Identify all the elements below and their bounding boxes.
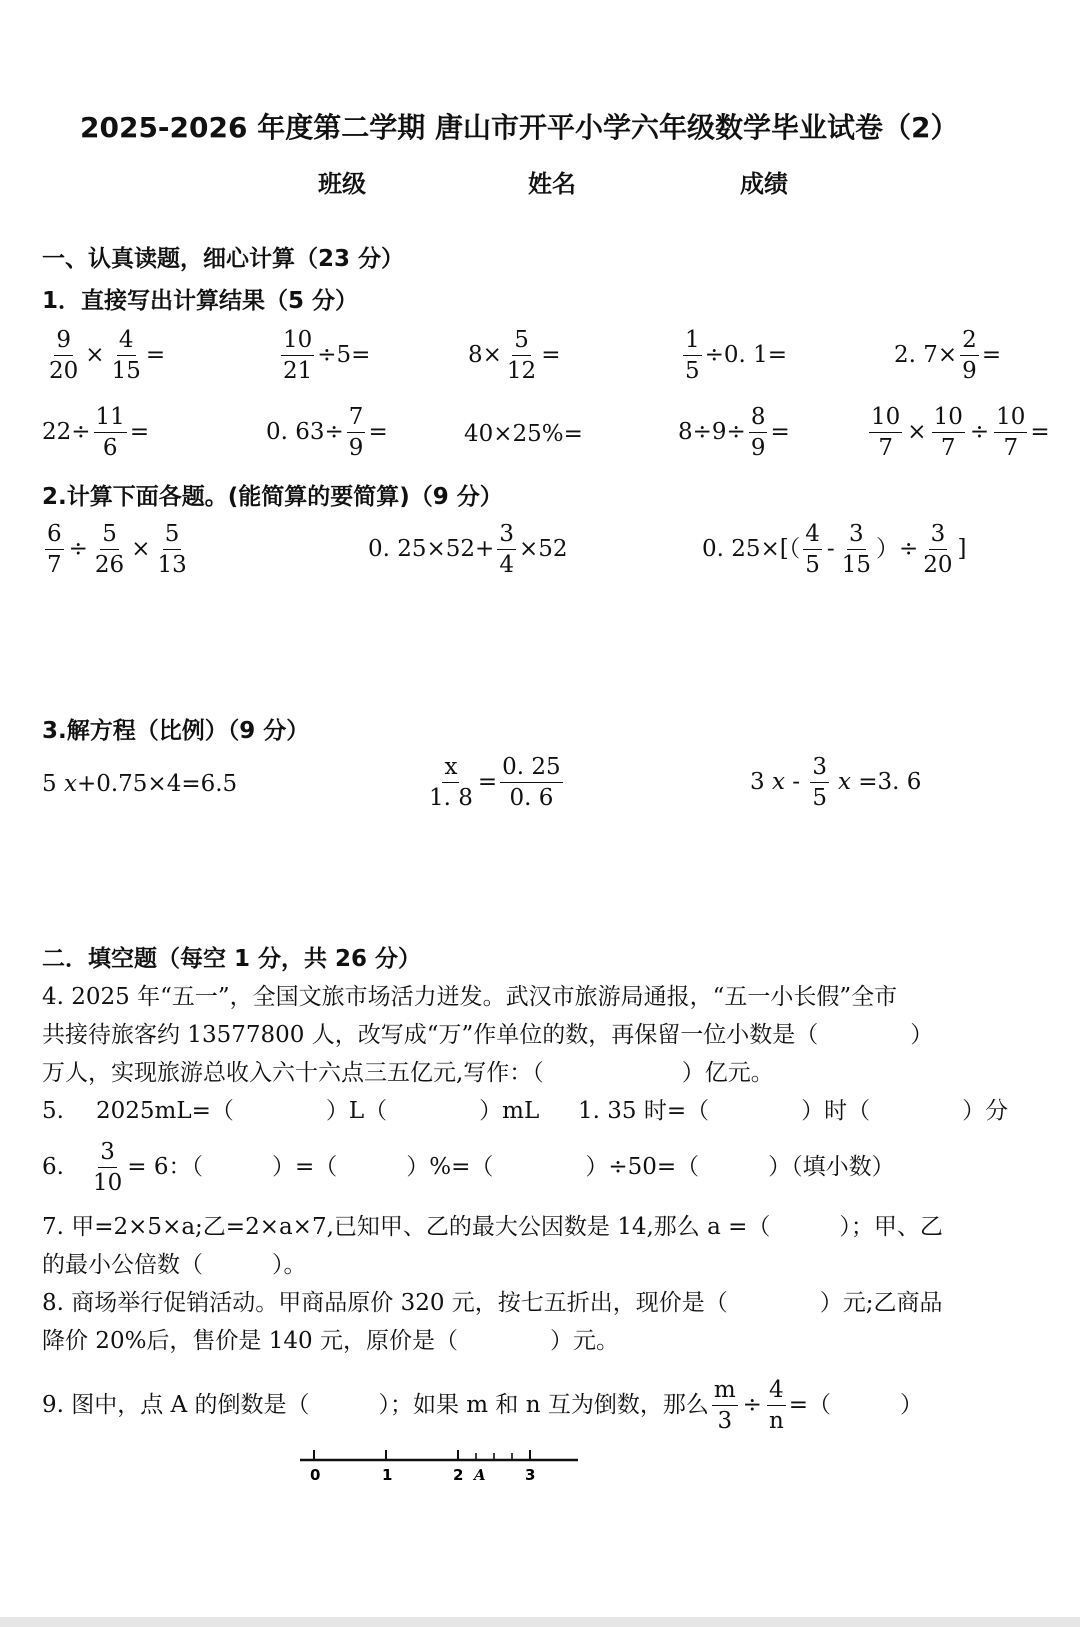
q2-heading: 2.计算下面各题。(能简算的要简算)（9 分） (42, 484, 503, 510)
q3-item-c: 3 x - $\frac{3}{5}$ x =3. 6 (750, 754, 922, 811)
q1-item-d: $\frac{1}{5}$ ÷0. 1= (685, 327, 788, 384)
q5-part-b: 1. 35 时=（ ）时（ ）分 (578, 1098, 1009, 1124)
bottom-strip (0, 1617, 1080, 1627)
label-2: 2 (453, 1466, 464, 1484)
fraction: $\frac{4}{15}$ (111, 327, 141, 384)
fraction: $\frac{5}{26}$ (94, 521, 125, 578)
q1-item-e: 2. 7× $\frac{2}{9}$ = (894, 327, 1002, 384)
class-field-label: 班级 (318, 170, 366, 198)
q3-heading: 3.解方程（比例）（9 分） (42, 718, 310, 744)
q7-line-1: 7. 甲=2×5×a;乙=2×a×7,已知甲、乙的最大公因数是 14,那么 a =（ ）；甲、乙 (42, 1214, 943, 1240)
q1-item-f: 22÷ $\frac{11}{6}$ = (42, 404, 150, 461)
fraction: $\frac{x}{1. 8}$ (429, 754, 473, 811)
q8-line-2: 降价 20%后，售价是 140 元，原价是（ ）元。 (42, 1328, 619, 1354)
fraction: $\frac{8}{9}$ (750, 404, 766, 461)
fraction: $\frac{10}{7}$ (871, 404, 901, 461)
q1-heading: 1．直接写出计算结果（5 分） (42, 288, 359, 314)
section2-heading: 二．填空题（每空 1 分，共 26 分） (42, 946, 422, 972)
fraction: $\frac{3}{4}$ (499, 521, 514, 578)
q5-part-a: 2025mL=（ ）L（ ）mL (96, 1098, 540, 1124)
q1-item-h: 40×25%= (464, 421, 583, 447)
fraction: $\frac{7}{9}$ (348, 404, 364, 461)
q2-item-c: 0. 25×[（ $\frac{4}{5}$ - $\frac{3}{15}$ ）÷ $\frac{3}{20}$ ] (702, 521, 967, 578)
q1-item-a: $\frac{9}{20}$ × $\frac{4}{15}$ = (49, 327, 166, 384)
fraction: $\frac{10}{7}$ (996, 404, 1026, 461)
section1-heading: 一、认真读题，细心计算（23 分） (42, 246, 405, 272)
q2-item-a: $\frac{6}{7}$ ÷ $\frac{5}{26}$ × $\frac{5}{13}$ (47, 521, 187, 578)
fraction: $\frac{6}{7}$ (47, 521, 62, 578)
q3-item-a: 5 x +0.75×4=6.5 (42, 771, 238, 797)
q6: 6. $\frac{3}{10}$ = 6：（ ）=（ ）%=（ ）÷50=（ ）（填小数） (42, 1139, 895, 1196)
fraction: $\frac{2}{9}$ (962, 327, 977, 384)
q1-item-g: 0. 63÷ $\frac{7}{9}$ = (266, 404, 388, 461)
q5-number: 5. (42, 1098, 64, 1124)
fraction: $\frac{4}{n}$ (768, 1377, 784, 1434)
q4-line-2: 共接待旅客约 13577800 人，改写成“万”作单位的数，再保留一位小数是（ ） (42, 1022, 934, 1048)
fraction: $\frac{10}{21}$ (283, 327, 313, 384)
fraction: $\frac{0. 25}{0. 6}$ (502, 754, 561, 811)
label-1: 1 (382, 1466, 393, 1484)
q1-item-b: $\frac{10}{21}$ ÷5= (283, 327, 371, 384)
fraction: $\frac{10}{7}$ (933, 404, 963, 461)
q1-item-c: 8× $\frac{5}{12}$ = (468, 327, 561, 384)
fraction: $\frac{4}{5}$ (805, 521, 820, 578)
q1-item-i: 8÷9÷ $\frac{8}{9}$ = (678, 404, 790, 461)
q8-line-1: 8. 商场举行促销活动。甲商品原价 320 元，按七五折出，现价是（ ）元;乙商品 (42, 1290, 943, 1316)
fraction: $\frac{1}{5}$ (685, 327, 700, 384)
q4-line-3: 万人，实现旅游总收入六十六点三五亿元,写作：（ ）亿元。 (42, 1060, 774, 1086)
number-line (296, 1438, 586, 1488)
page-title: 2025-2026 年度第二学期 唐山市开平小学六年级数学毕业试卷（2） (80, 111, 959, 144)
label-3: 3 (525, 1466, 536, 1484)
q9: 9. 图中，点 A 的倒数是（ ）；如果 m 和 n 互为倒数，那么 $\frac{m}{3}$ ÷ $\frac{4}{n}$ =（ ） (42, 1377, 924, 1434)
fraction: $\frac{11}{6}$ (95, 404, 125, 461)
q1-item-j: $\frac{10}{7}$ × $\frac{10}{7}$ ÷ $\frac{10}{7}$ = (871, 404, 1050, 461)
score-field-label: 成绩 (740, 170, 788, 198)
label-a: A (474, 1466, 486, 1484)
fraction: $\frac{5}{13}$ (157, 521, 187, 578)
fraction: $\frac{5}{12}$ (506, 327, 537, 384)
q3-item-b: $\frac{x}{1. 8}$ = $\frac{0. 25}{0. 6}$ (429, 754, 561, 811)
q7-line-2: 的最小公倍数（ ）。 (42, 1252, 307, 1278)
fraction: $\frac{3}{10}$ (92, 1139, 123, 1196)
fraction: $\frac{3}{5}$ (812, 754, 827, 811)
q2-item-b: 0. 25×52+ $\frac{3}{4}$ ×52 (368, 521, 568, 578)
name-field-label: 姓名 (528, 170, 576, 198)
label-0: 0 (310, 1466, 321, 1484)
fraction: $\frac{3}{20}$ (923, 521, 953, 578)
fraction: $\frac{3}{15}$ (841, 521, 871, 578)
fraction: $\frac{9}{20}$ (49, 327, 79, 384)
fraction: $\frac{m}{3}$ (713, 1377, 736, 1434)
q4-line-1: 4. 2025 年“五一”，全国文旅市场活力迸发。武汉市旅游局通报，“五一小长假”全市 (42, 984, 898, 1010)
